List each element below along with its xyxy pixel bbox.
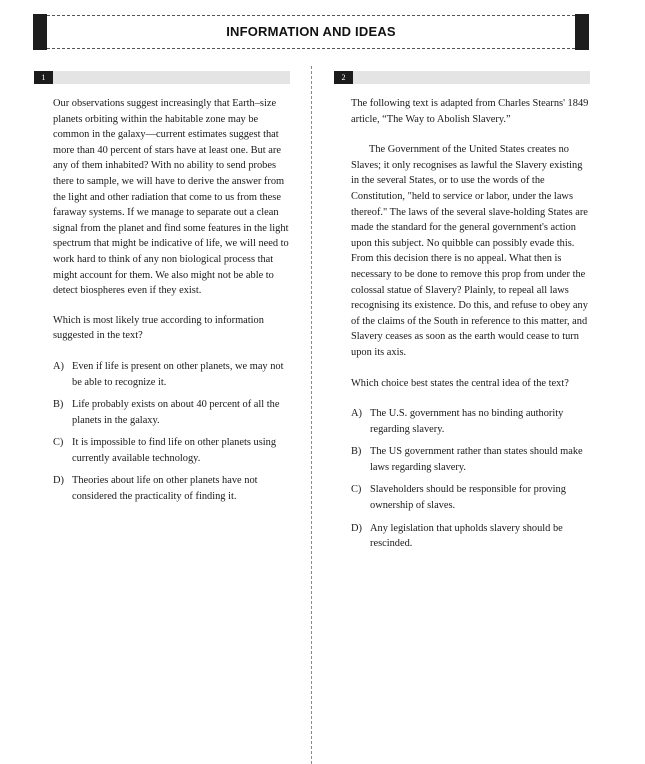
header-bottom-rule — [47, 48, 575, 49]
choice-letter: B) — [351, 446, 362, 458]
question-2-number: 2 — [334, 71, 353, 84]
choice-letter: D) — [351, 522, 362, 534]
question-1-choice-c[interactable] — [53, 435, 293, 466]
question-1-choices — [53, 359, 293, 505]
choice-text: Theories about life on other planets have not considered the practicality of finding it. — [72, 475, 258, 503]
question-1-passage: Our observations suggest increasingly that Earth–size planets orbiting within the habitable zone may be common in the galaxy—current estimates suggest that more than 40 percent of stars have at least one. But are any of them inhabited? With no ability to send probes there to sample, we will have to derive the answer from the light and other radiation that come to us from these faraway systems. If we manage to separate out a clean signal from the planet and find some features in the light spectrum that might be indicative of life, we will need to work hard to think of any non biological process that might account for them. We also might not be able to detect biospheres even if they exist. — [53, 98, 289, 297]
header-left-cap — [33, 14, 47, 50]
question-2-column — [351, 96, 591, 559]
choice-letter: A) — [351, 408, 362, 420]
choice-text: The US government rather than states should make laws regarding slavery. — [370, 446, 583, 473]
choice-letter: B) — [53, 399, 64, 411]
question-1-prompt: Which is most likely true according to information suggested in the text? — [53, 314, 264, 342]
choice-letter: A) — [53, 360, 64, 372]
section-header — [33, 14, 589, 50]
question-1-choice-a[interactable] — [53, 359, 293, 390]
question-2-choice-d[interactable] — [351, 521, 591, 552]
choice-text: Any legislation that upholds slavery should be rescinded. — [370, 522, 563, 550]
column-divider — [311, 66, 312, 764]
choice-letter: D) — [53, 475, 64, 487]
question-2-choice-b[interactable] — [351, 444, 591, 475]
question-2-prompt: Which choice best states the central idea of the text? — [351, 377, 569, 389]
question-2-choice-a[interactable] — [351, 406, 591, 437]
question-2-passage: The Government of the United States creates no Slaves; it only recognises as lawful the Slavery existing in the several States, or to use the words of the Constitution, "held to service or labor, under the laws thereof." The laws of the several slave-holding States are made the standard for the general government's action upon this subject. No quibble can possibly evade this. From this decision there is no appeal. What then is necessary to be done to remove this prop from under the colossal statue of Slavery? Plainly, to repeal all laws recognising its existence. Do this, and refuse to obey any of the claims of the South in reference to this matter, and Slavery ceases as soon as the earth would cease to turn upon its axis. — [351, 144, 588, 358]
question-2-bar — [334, 71, 590, 84]
question-2-intro: The following text is adapted from Charles Stearns' 1849 article, “The Way to Abolish Slavery.” — [351, 98, 589, 125]
section-title: INFORMATION AND IDEAS — [226, 24, 396, 39]
choice-text: It is impossible to find life on other planets using currently available technology. — [72, 437, 277, 464]
choice-text: The U.S. government has no binding authority regarding slavery. — [370, 408, 564, 435]
choice-letter: C) — [53, 437, 64, 449]
choice-text: Even if life is present on other planets, we may not be able to recognize it. — [72, 360, 284, 388]
header-right-cap — [575, 14, 589, 50]
question-1-choice-b[interactable] — [53, 397, 293, 428]
question-1-column — [53, 96, 293, 512]
question-2-choices — [351, 406, 591, 552]
question-1-bar — [34, 71, 290, 84]
question-2-choice-c[interactable] — [351, 482, 591, 513]
choice-text: Life probably exists on about 40 percent of all the planets in the galaxy. — [72, 399, 280, 426]
question-1-number: 1 — [34, 71, 53, 84]
question-1-choice-d[interactable] — [53, 473, 293, 504]
choice-letter: C) — [351, 484, 362, 496]
choice-text: Slaveholders should be responsible for proving ownership of slaves. — [370, 484, 566, 512]
